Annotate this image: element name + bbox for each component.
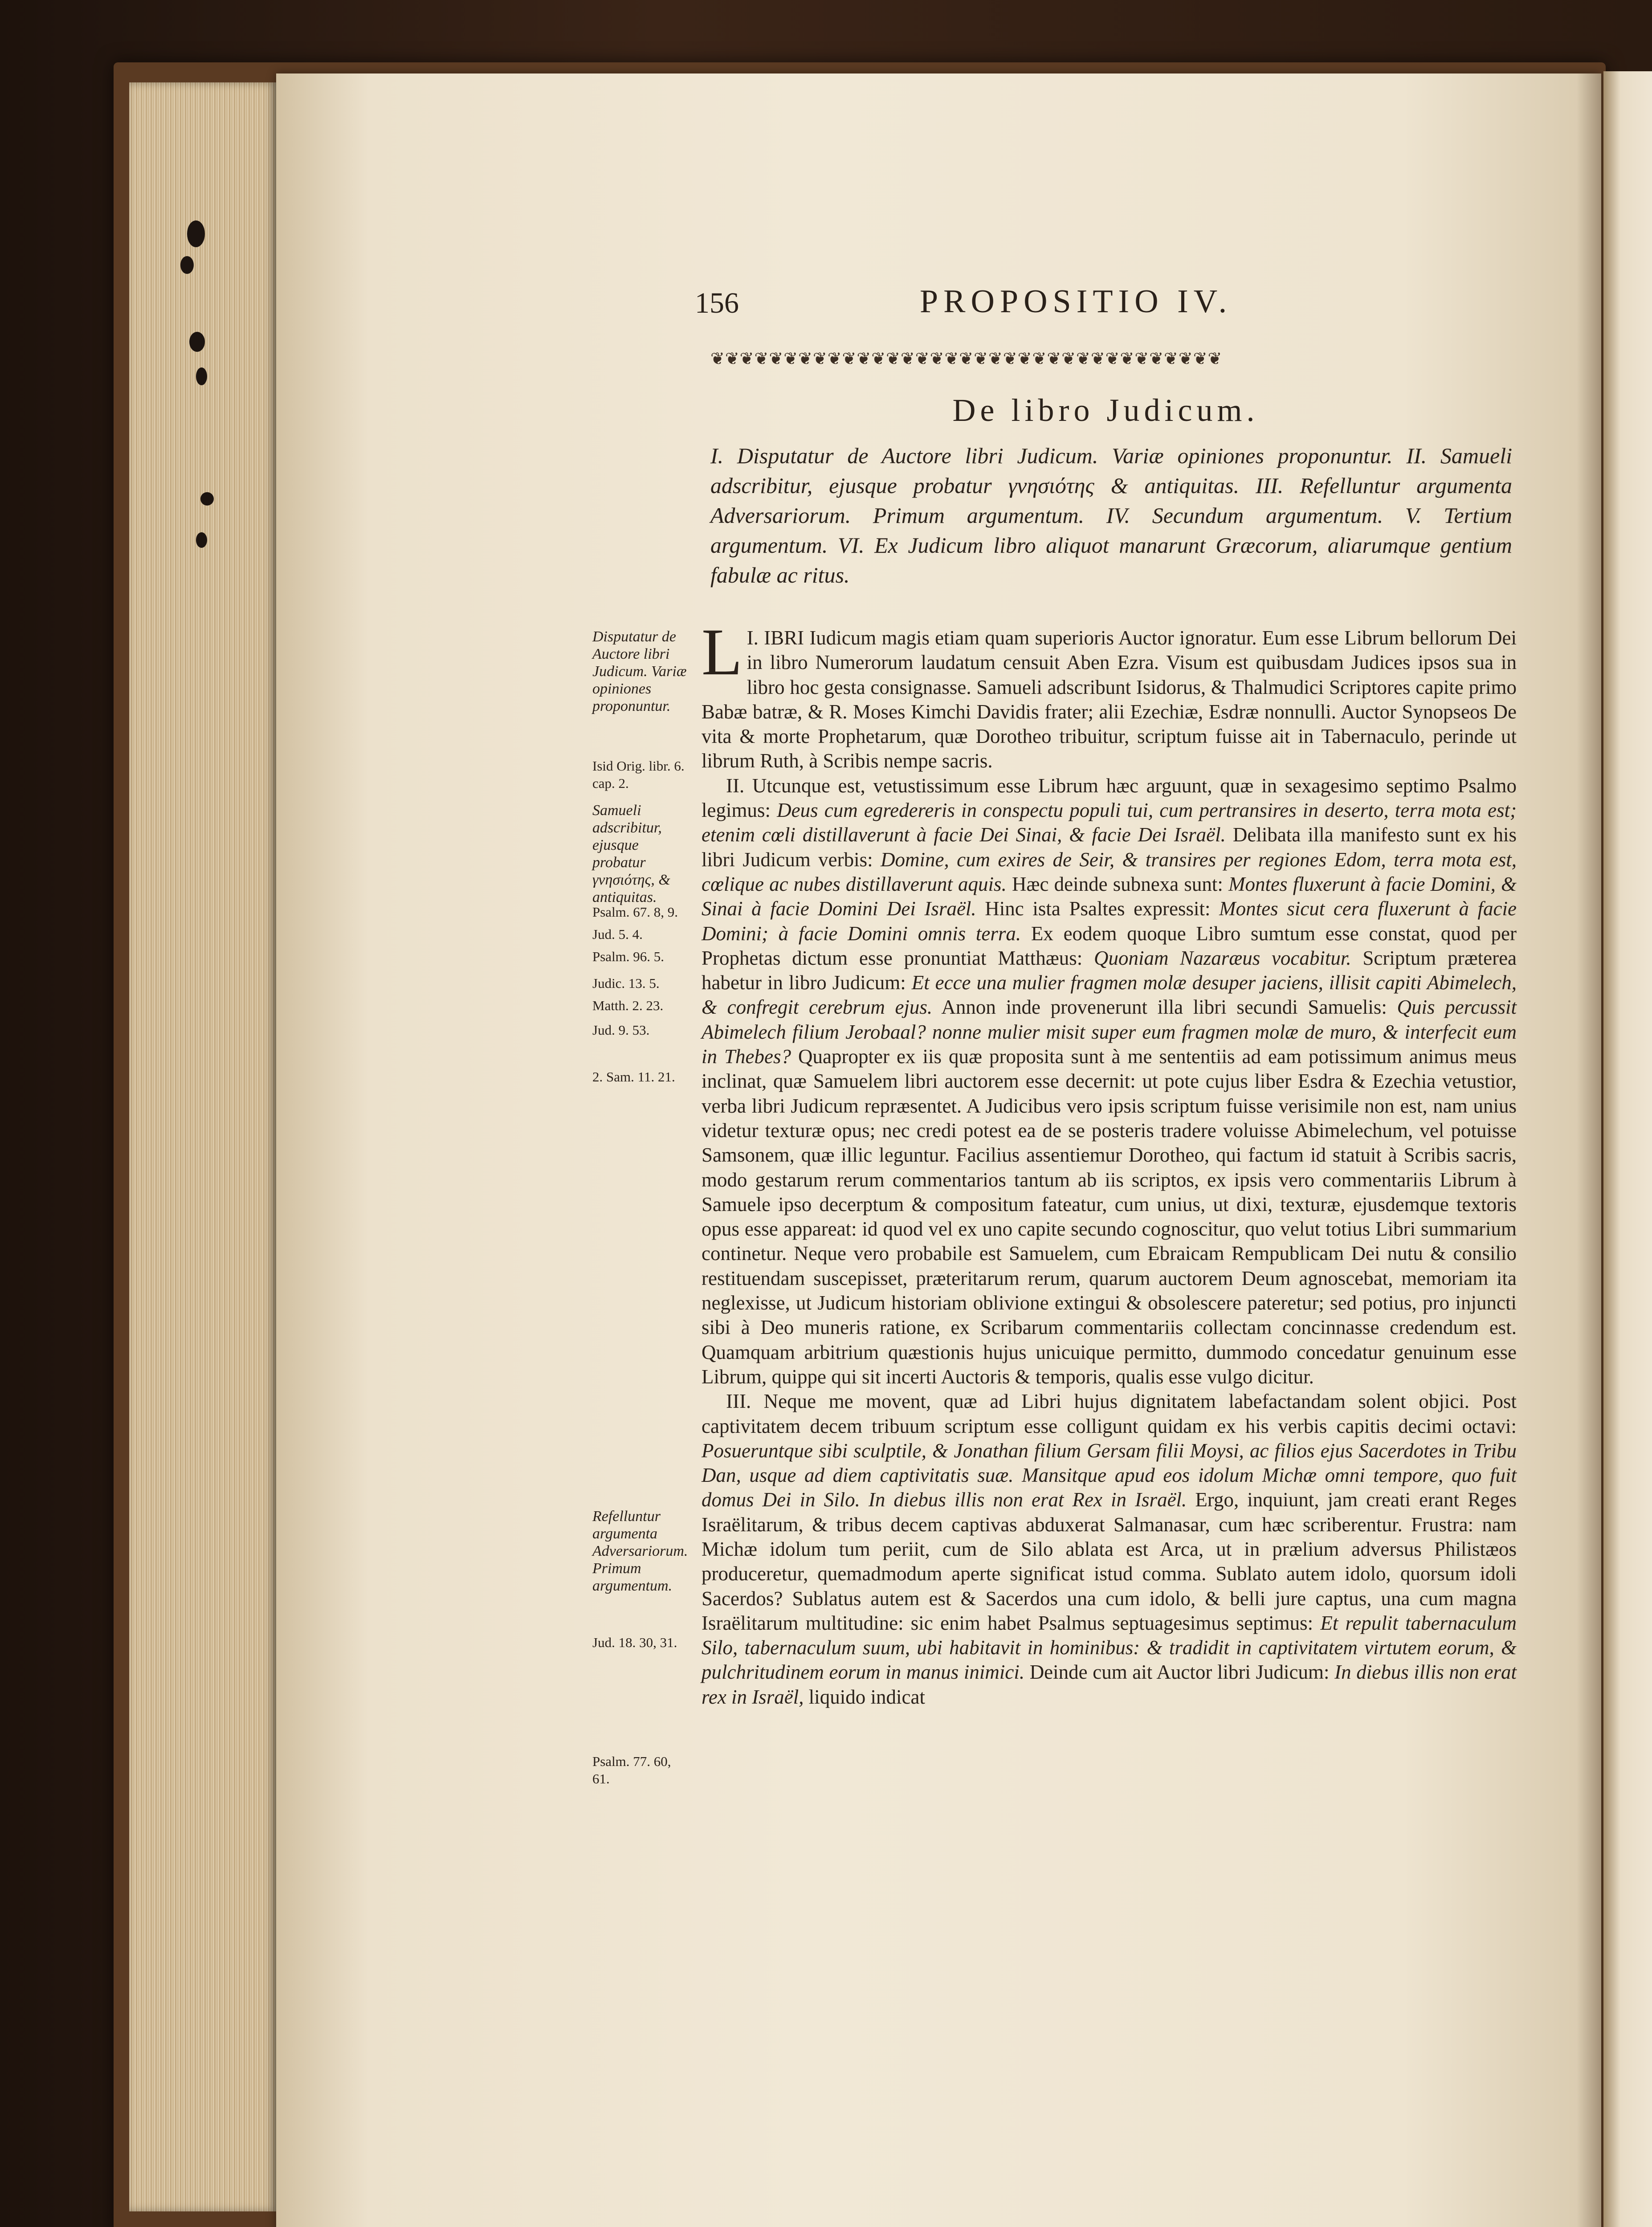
margin-reference: Isid Orig. libr. 6. cap. 2. [592,758,685,791]
paragraph [702,1389,1517,1709]
ink-stain [189,332,205,352]
paragraph-numeral: I. [746,627,759,649]
text-run: Scriptum præterea habetur in libro Judicum: [702,946,1517,994]
ornament-band: ❦❦❦❦❦❦❦❦❦❦❦❦❦❦❦❦❦❦❦❦❦❦❦❦❦❦❦❦❦❦❦❦❦❦❦ [710,351,1223,367]
margin-reference: Psalm. 77. 60, 61. [592,1754,671,1786]
page-number: 156 [695,287,739,319]
quotation: In diebus illis non erat rex in Israël, [702,1661,1517,1708]
margin-reference: 2. Sam. 11. 21. [592,1069,675,1085]
ink-stain [187,220,205,247]
text-run: Hæc deinde subnexa sunt: [1012,873,1223,895]
text-run: Delibata illa manifesto sunt ex his libri Judicum verbis: [702,824,1517,871]
text-run: liquido indicat [808,1685,925,1708]
text-run: Ex eodem quoque Libro sumtum esse constat, quod per Prophetas dictum esse pronuntiat Matthæus: [702,922,1517,969]
text-run: Annon inde provenerunt illa libri secundi Samuelis: [941,996,1387,1019]
text-run: Ergo, inquiunt, jam creati erant Reges Israëlitarum, & tribus decem captivas abduxerat Salmanasar, cum hæc scriberentur. Frustra: nam Michæ idolum tum periit, cum de Silo ablata est Arca, ut in prælium adversus Philistæos produceretur, quemadmodum aperte significat istud comma. Sublato autem idolo, quorsum idoli Sacerdos? Sublatus autem est & Sacerdos una cum idolo, & belli jure captus, una cum magna Israëlitarum multitudine: sic enim habet Psalmus septuagesimus septimus: [702,1489,1517,1634]
quotation: Montes fluxerunt à facie Domini, & Sinai à facie Domini Dei Israël. [702,873,1517,920]
ink-stain [200,492,214,506]
margin-reference: Judic. 13. 5. [592,975,660,991]
quotation: Posueruntque sibi sculptile, & Jonathan filium Gersam filii Moysi, ac filios ejus Sacerdotes in Tribu Dan, usque ad diem captivitatis suæ. Mansitque apud eos idolum Michæ omni tempore, quo fuit domus Dei in Silo. In diebus illis non erat Rex in Israël. [702,1439,1517,1511]
quotation: Domine, cum exires de Seir, & transires per regiones Edom, terra mota est, cœlique ac nubes distillaverunt aquis. [702,848,1517,895]
paragraph-text: IBRI Iudicum magis etiam quam superioris Auctor ignoratur. Eum esse Librum bellorum Dei in libro Numerorum laudatum censuit Aben Ezra. Visum est quibusdam Judices ipsos sua in libro hoc gesta consignasse. Samueli adscribunt Isidorus, & Thalmudici Scriptores capite primo Babæ batræ, & R. Moses Kimchi Davidis frater; alii Ezechiæ, Esdræ nonnulli. Auctor Synopseos De vita & morte Prophetarum, quæ Dorotheo tribuitur, scriptum fuisse ait in Tabernaculo, perinde ut librum Ruth, à Scribis nempe sacris. [702,627,1517,772]
margin-reference: Psalm. 67. 8, 9. [592,904,678,920]
margin-reference: Jud. 9. 53. [592,1022,650,1038]
margin-reference: Matth. 2. 23. [592,998,664,1013]
text-run: II. Utcunque est, vetustissimum esse Librum hæc arguunt, quæ in sexagesimo septimo Psalmo legimus: [702,774,1517,822]
paragraph [702,774,1517,1389]
quotation: Et repulit tabernaculum Silo, tabernaculum suum, ubi habitavit in hominibus: & tradidit in captivitatem virtutem eorum, & pulchritudinem eorum in manus inimici. [702,1611,1517,1684]
main-text [702,615,1517,1709]
quotation: Montes sicut cera fluxerunt à facie Domini; à facie Domini omnis terra. [702,897,1517,945]
quotation: Deus cum egredereris in conspectu populi tui, cum pertransires in deserto, terra mota est; etenim cœli distillaverunt à facie Dei Sinai, & facie Dei Israël. [702,799,1517,846]
quotation: Et ecce una mulier fragmen molæ desuper jaciens, illisit capiti Abimelech, & confregit cerebrum ejus. [702,971,1517,1019]
chapter-summary: I. Disputatur de Auctore libri Judicum. Variæ opiniones proponuntur. II. Samueli adscribitur, ejusque probatur γνησιότης & antiquitas. III. Refelluntur argumenta Adversariorum. Primum argumentum. IV. Secundum argumentum. V. Tertium argumentum. VI. Ex Judicum libro aliquot manarunt Græcorum, aliarumque gentium fabulæ ac ritus. [710,443,1512,587]
quotation: Quoniam Nazaræus vocabitur. [1093,946,1351,969]
running-head: PROPOSITIO IV. [920,283,1232,320]
ink-stain [196,532,207,548]
margin-reference: Jud. 18. 30, 31. [592,1635,677,1650]
facing-page [1603,71,1652,2227]
quotation: Quis percussit Abimelech filium Jerobaal? nonne mulier misit super eum fragmen molæ de muro, & interfecit eum in Thebes? [702,996,1517,1068]
margin-reference: Jud. 5. 4. [592,926,643,942]
ink-stain [196,367,207,385]
margin-reference: Psalm. 96. 5. [592,949,665,964]
text-run: Hinc ista Psaltes expressit: [985,897,1211,920]
paragraph [702,615,1517,774]
page-header [695,283,1517,327]
drop-capital: L [702,615,742,689]
margin-note: Disputatur de Auctore libri Judicum. Variæ opiniones proponuntur. [592,628,687,714]
text-run: Deinde cum ait Auctor libri Judicum: [1029,1661,1330,1684]
text-run: Quapropter ex iis quæ proposita sunt à me sententiis ad eam potissimum animus meus inclinat, quæ Samuelem libri auctorem esse decernit: ut pote cujus liber Esdra & Ezechia vetustior, verba libri Judicum repræsentet. A Judicibus vero ipsis scriptum fuisse verisimile non est, nam unius videtur texturæ opus; nec credi potest ea de se posteris tradere voluisse Abimelechum, vel potuisse Samsonem, quæ illic leguntur. Facilius assentiemur Dorotheo, qui factum id statuit à Scribis sacris, modo gestarum rerum commentarios tantum ab iis scriptos, ex ipsis vero commentariis Librum à Samuele ipso decerptum & compositum fateatur, cum unius, ut dixi, texturæ, ejusdemque textoris opus esse appareat: id quod vel ex uno capite secundo cognoscitur, quo velut totius Libri summarium continetur. Neque vero probabile est Samuelem, cum Ebraicam Rempublicam Dei nutu & consilio restituendam suscepisset, præteritarum rerum, quarum auctorem Deum agnoscebat, memoriam ita neglexisse, ut Judicum historiam oblivione extingui & obsolescere pateretur; sed potius, pro injuncti sibi à Deo muneris ratione, ex Scribarum commentariis collectam concinnasse credendum est. Quamquam arbitrium quæstionis hujus unicuique permitto, dummodo concedatur genuinum esse Librum, quippe qui sit incerti Auctoris & temporis, qualis esse vulgo dicitur. [702,1045,1517,1388]
margin-note: Refelluntur argumenta Adversariorum. Primum argumentum. [592,1508,688,1594]
page-edges [129,82,276,2211]
margin-note: Samueli adscribitur, ejusque probatur γνησιότης, & antiquitas. [592,802,670,905]
text-run: III. Neque me movent, quæ ad Libri hujus dignitatem labefactandam solent objici. Post captivitatem decem tribuum scriptum esse colligunt quidam ex his verbis capitis decimi octavi: [702,1390,1517,1437]
ink-stain [180,256,194,274]
section-heading: De libro Judicum. [952,392,1259,428]
